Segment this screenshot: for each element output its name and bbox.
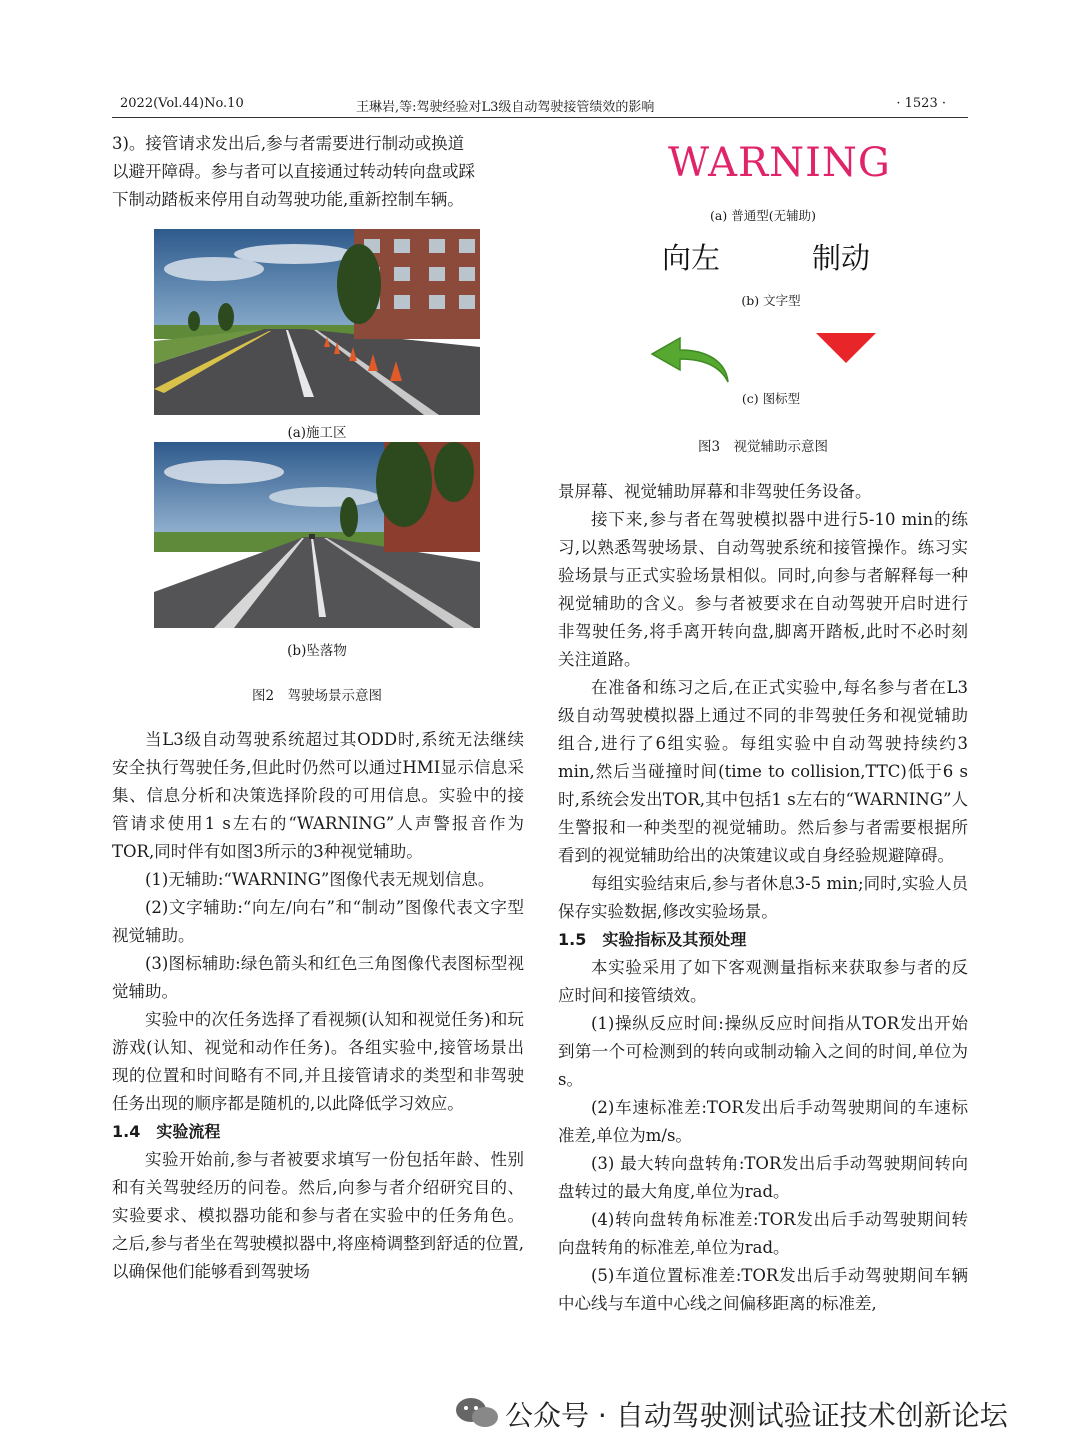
left-body-text: [112, 726, 524, 1286]
header-rule: [112, 117, 968, 118]
metric-reaction-time: (1)操纵反应时间:操纵反应时间指从TOR发出开始到第一个可检测到的转向或制动输入之间的时间,单位为s。: [558, 1014, 968, 1089]
paragraph-procedure: 实验开始前,参与者被要求填写一份包括年龄、性别和有关驾驶经历的问卷。然后,向参与者介绍研究目的、实验要求、模拟器功能和参与者在实验中的任务角色。之后,参与者坐在驾驶模拟器中,将座椅调整到舒适的位置,以确保他们能够看到驾驶场: [112, 1150, 524, 1281]
wechat-logo-icon: [455, 1396, 499, 1430]
right-body-text: [558, 478, 968, 1318]
paragraph-rest: 每组实验结束后,参与者休息3-5 min;同时,实验人员保存实验数据,修改实验场景。: [558, 874, 968, 921]
figure3-sub-caption-c: (c) 图标型: [741, 391, 801, 406]
figure3-text-brake: 制动: [812, 241, 871, 275]
page-number: · 1523 ·: [896, 96, 946, 111]
paragraph-formal-experiment: 在准备和练习之后,在正式实验中,每名参与者在L3级自动驾驶模拟器上通过不同的非驾驶任务和视觉辅助组合,进行了6组实验。每组实验中自动驾驶持续约3 min,然后当碰撞时间(time to collision,TTC)低于6 s时,系统会发出TOR,其中包括1 s左右的“WARNING”人生警报和一种类型的视觉辅助。然后参与者需要根据所看到的视觉辅助给出的决策建议或自身经验规避障碍。: [558, 678, 968, 865]
paragraph-odd-hmi: 当L3级自动驾驶系统超过其ODD时,系统无法继续安全执行驾驶任务,但此时仍然可以通过HMI显示信息采集、信息分析和决策选择阶段的可用信息。实验中的接管请求使用1 s左右的“WARNING”人声警报音作为TOR,同时伴有如图3所示的3种视觉辅助。: [112, 730, 524, 861]
paragraph-secondary-tasks: 实验中的次任务选择了看视频(认知和视觉任务)和玩游戏(认知、视觉和动作任务)。各组实验中,接管场景出现的位置和时间略有不同,并且接管请求的类型和非驾驶任务出现的顺序都是随机的,以此降低学习效应。: [112, 1010, 524, 1113]
list-item-text-assist: (2)文字辅助:“向左/向右”和“制动”图像代表文字型视觉辅助。: [112, 898, 524, 945]
figure2-construction-zone-image: [154, 229, 480, 415]
intro-line: 3)。接管请求发出后,参与者需要进行制动或换道: [112, 134, 465, 153]
metric-speed-sd: (2)车速标准差:TOR发出后手动驾驶期间的车速标准差,单位为m/s。: [558, 1098, 968, 1145]
red-warning-triangle-icon: [814, 331, 878, 365]
figure3-sub-caption-b: (b) 文字型: [741, 293, 801, 308]
watermark-text: 公众号 · 自动驾驶测试验证技术创新论坛: [505, 1399, 1008, 1432]
intro-paragraph: [112, 130, 524, 214]
metric-lane-position-sd: (5)车道位置标准差:TOR发出后手动驾驶期间车辆中心线与车道中心线之间偏移距离的标准差,: [558, 1266, 968, 1313]
intro-line: 下制动踏板来停用自动驾驶功能,重新控制车辆。: [112, 190, 464, 209]
article-running-title: 王琳岩,等:驾驶经验对L3级自动驾驶接管绩效的影响: [356, 100, 655, 115]
metric-steering-angle-sd: (4)转向盘转角标准差:TOR发出后手动驾驶期间转向盘转角的标准差,单位为rad。: [558, 1210, 968, 1257]
intro-line: 以避开障碍。参与者可以直接通过转动转向盘或踩: [112, 162, 475, 181]
running-header: [112, 96, 968, 118]
figure2-falling-object-image: [154, 442, 480, 628]
figure3-warning-image: WARNING: [668, 140, 891, 186]
figure3-sub-caption-a: (a) 普通型(无辅助): [710, 208, 816, 223]
figure2-sub-caption-a: (a)施工区: [287, 425, 347, 441]
figure3-caption: 图3 视觉辅助示意图: [697, 439, 829, 455]
paragraph-continuation: 景屏幕、视觉辅助屏幕和非驾驶任务设备。: [558, 482, 872, 501]
journal-issue: 2022(Vol.44)No.10: [120, 96, 244, 111]
list-item-no-assist: (1)无辅助:“WARNING”图像代表无规划信息。: [145, 870, 495, 889]
figure3-text-left: 向左: [662, 241, 721, 275]
wechat-watermark: [455, 1390, 1055, 1436]
green-turn-left-arrow-icon: [648, 332, 734, 384]
paragraph-practice: 接下来,参与者在驾驶模拟器中进行5-10 min的练习,以熟悉驾驶场景、自动驾驶系统和接管操作。练习实验场景与正式实验场景相似。同时,向参与者解释每一种视觉辅助的含义。参与者被要求在自动驾驶开启时进行非驾驶任务,将手离开转向盘,脚离开踏板,此时不必时刻关注道路。: [558, 510, 968, 669]
figure2-sub-caption-b: (b)坠落物: [287, 643, 347, 659]
section-heading-1-4: 1.4 实验流程: [112, 1122, 221, 1141]
section-heading-1-5: 1.5 实验指标及其预处理: [558, 930, 747, 949]
figure2-caption: 图2 驾驶场景示意图: [251, 688, 383, 704]
metric-max-steering-angle: (3) 最大转向盘转角:TOR发出后手动驾驶期间转向盘转过的最大角度,单位为rad。: [558, 1154, 968, 1201]
list-item-icon-assist: (3)图标辅助:绿色箭头和红色三角图像代表图标型视觉辅助。: [112, 954, 524, 1001]
paragraph-metrics-intro: 本实验采用了如下客观测量指标来获取参与者的反应时间和接管绩效。: [558, 958, 968, 1005]
